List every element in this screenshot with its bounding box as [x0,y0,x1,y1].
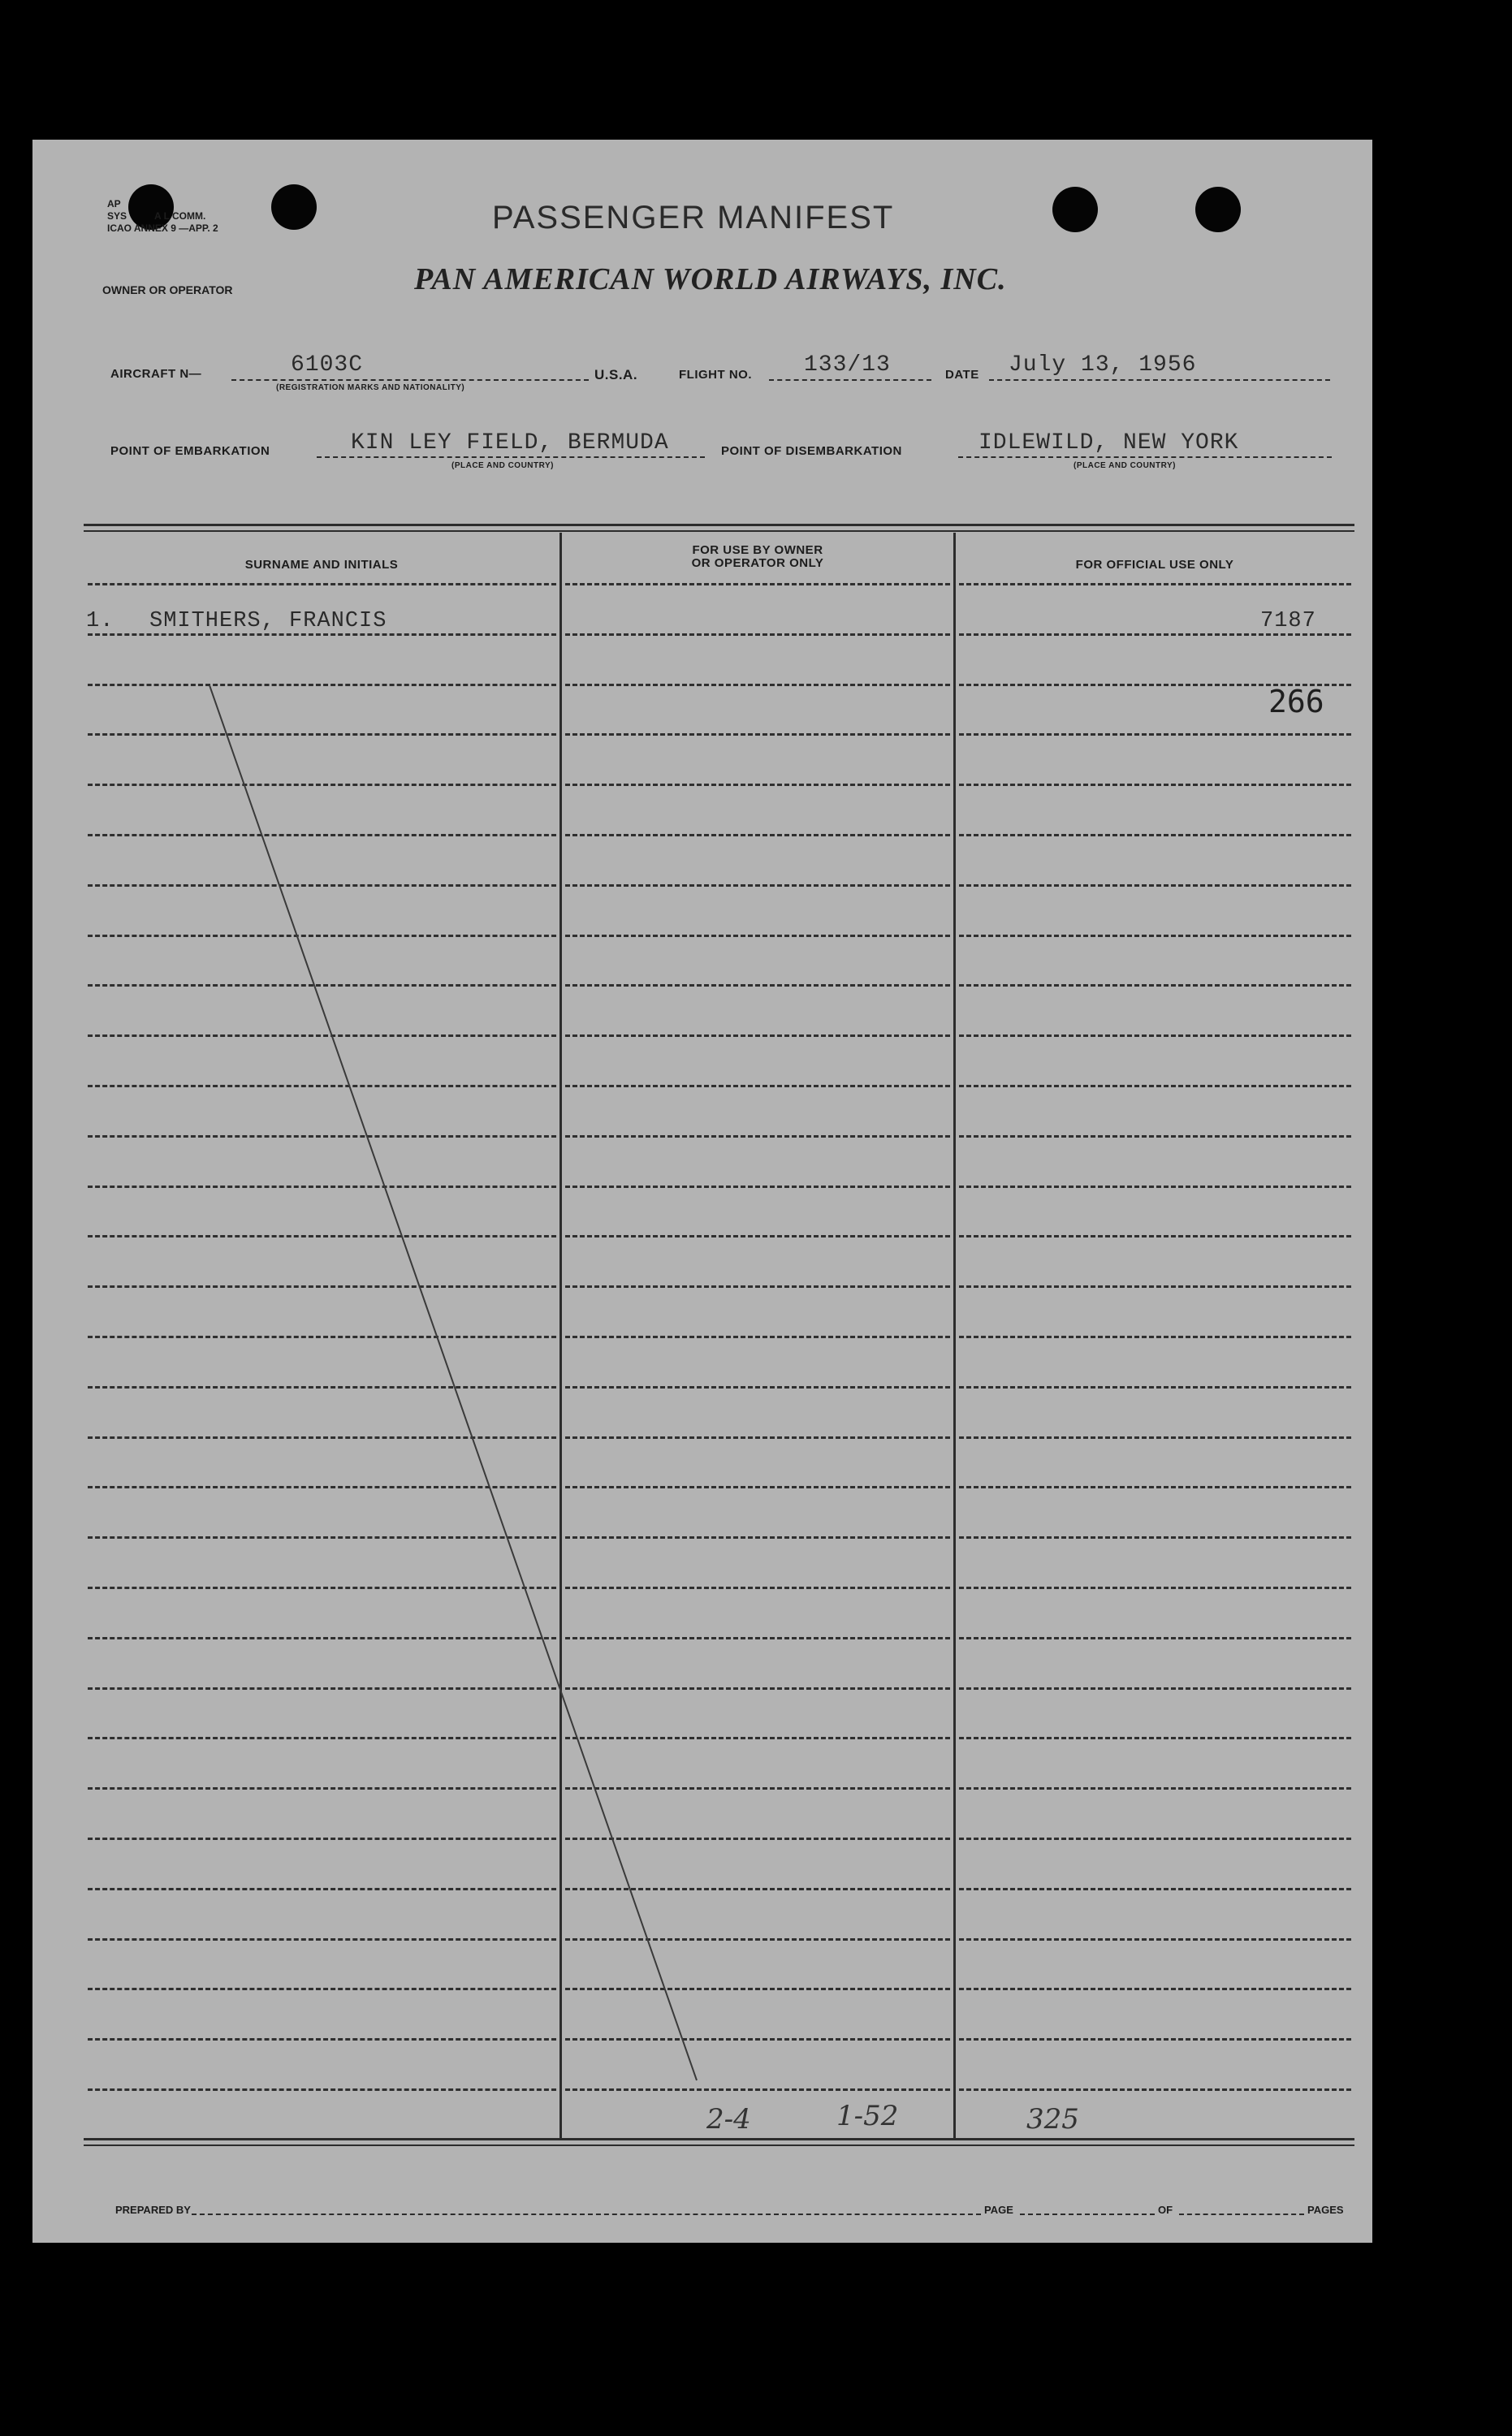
embark-place: KIN LEY FIELD, BERMUDA [351,430,669,456]
prepared-by-label: PREPARED BY [115,2204,191,2216]
table-bottom-rule [84,2138,1354,2140]
disembark-sublabel: (PLACE AND COUNTRY) [1074,461,1176,470]
disembark-place: IDLEWILD, NEW YORK [978,430,1239,456]
passenger-number: 1. [86,609,114,633]
owner-header-line-2: OR OPERATOR ONLY [691,556,824,570]
table-bottom-rule [84,2144,1354,2146]
passenger-official-value: 7187 [1260,609,1316,633]
pages-label: PAGES [1307,2204,1344,2216]
ref-line-2: SYS [107,210,127,222]
ref-line-2b: A L COMM. [154,210,206,222]
handwritten-note: 325 [1026,2103,1079,2136]
embark-sublabel: (PLACE AND COUNTRY) [451,461,554,470]
embark-label: POINT OF EMBARKATION [110,444,270,458]
ref-line-3: ICAO ANNEX 9 —APP. 2 [107,222,218,234]
column-header-surname: SURNAME AND INITIALS [244,558,399,572]
date-label: DATE [945,368,979,382]
flight-label: FLIGHT NO. [679,368,752,382]
passenger-name: SMITHERS, FRANCIS [149,609,387,633]
prepared-by-underline [192,2214,981,2215]
diagonal-pencil-line [32,140,1372,2243]
of-label: OF [1158,2204,1173,2216]
owner-header-line-1: FOR USE BY OWNER [692,543,823,557]
page-label: PAGE [984,2204,1013,2216]
page-underline [1020,2214,1155,2215]
handwritten-note: 1-52 [836,2100,899,2132]
stamped-number: 266 [1268,684,1324,719]
flight-number: 133/13 [804,352,891,378]
airline-name: PAN AMERICAN WORLD AIRWAYS, INC. [414,262,1007,296]
aircraft-sublabel: (REGISTRATION MARKS AND NATIONALITY) [276,383,465,392]
column-header-official: FOR OFFICIAL USE ONLY [1075,558,1234,572]
disembark-label: POINT OF DISEMBARKATION [721,444,902,458]
country-label: U.S.A. [594,367,638,382]
of-underline [1179,2214,1304,2215]
aircraft-registration: 6103C [291,352,364,378]
ref-line-1: AP [107,198,121,209]
owner-label: OWNER OR OPERATOR [102,283,233,296]
flight-date: July 13, 1956 [1009,352,1197,378]
handwritten-note: 2-4 [706,2103,751,2136]
form-title: PASSENGER MANIFEST [492,200,895,235]
manifest-paper [32,140,1372,2243]
aircraft-label: AIRCRAFT N— [110,367,202,381]
